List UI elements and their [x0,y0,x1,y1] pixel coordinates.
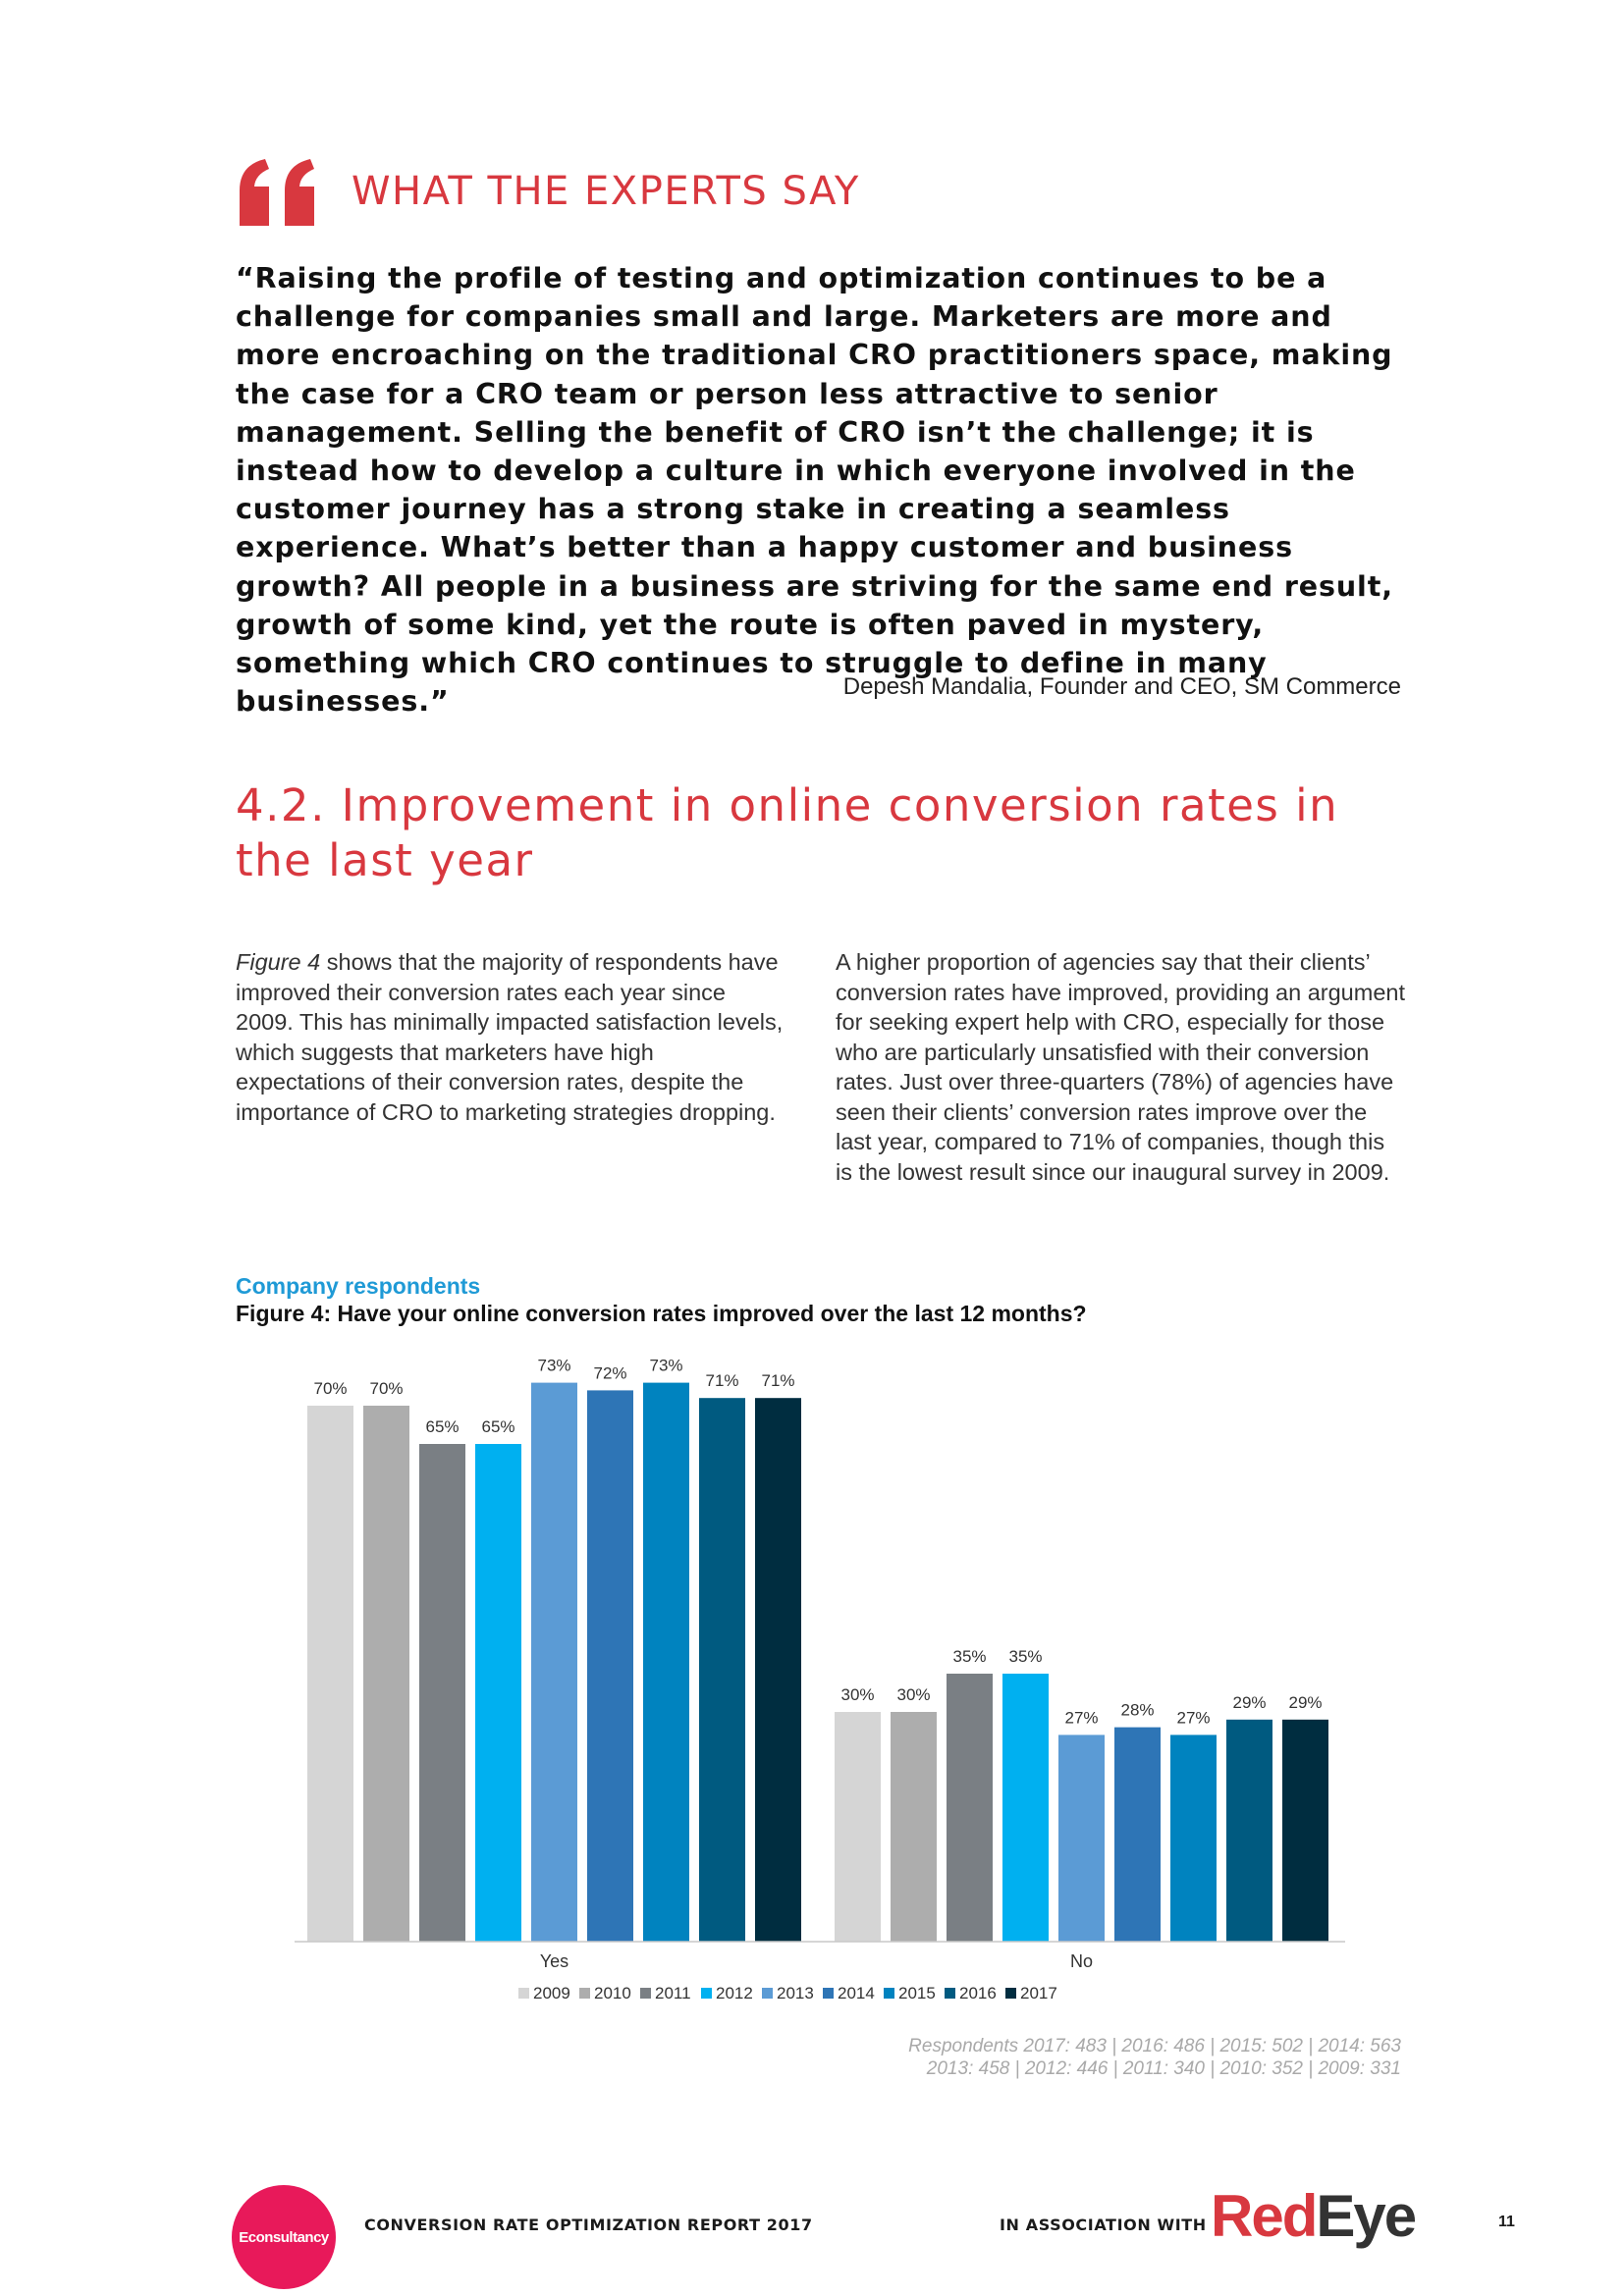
data-label-yes-2011: 65% [425,1417,460,1436]
econsultancy-logo [232,2185,336,2289]
figure-title: Figure 4: Have your online conversion rates improved over the last 12 months? [236,1301,1087,1326]
legend-label-2014: 2014 [838,1984,875,2002]
legend-swatch-2012 [701,1988,712,1999]
bar-no-2015 [1170,1735,1217,1942]
brand-part-eye: Eye [1316,2183,1416,2249]
footer-report-title: CONVERSION RATE OPTIMIZATION REPORT 2017 [364,2216,813,2234]
legend-label-2010: 2010 [594,1984,631,2002]
footer-association-label: IN ASSOCIATION WITH [1000,2216,1207,2234]
category-label-yes: Yes [539,1951,569,1971]
data-label-no-2013: 27% [1064,1708,1099,1728]
logo-text: Econsultancy [239,2228,329,2246]
legend-label-2009: 2009 [533,1984,570,2002]
bar-yes-2017 [755,1398,801,1942]
bar-no-2016 [1226,1720,1272,1942]
legend-label-2012: 2012 [716,1984,753,2002]
data-label-no-2010: 30% [896,1685,931,1704]
data-label-no-2015: 27% [1176,1708,1211,1728]
data-label-yes-2010: 70% [369,1379,404,1398]
legend-swatch-2017 [1005,1988,1016,1999]
legend-label-2013: 2013 [777,1984,814,2002]
body-column-left [236,947,785,1127]
respondents-line-1: Respondents 2017: 483 | 2016: 486 | 2015: 502 | 2014: 563 [908,2036,1401,2056]
section-heading: 4.2. Improvement in online conversion rates in the last year [236,779,1339,886]
figure-kicker: Company respondents [236,1273,481,1299]
data-label-no-2009: 30% [840,1685,875,1704]
quote-mark-icon [236,157,324,226]
category-label-no: No [1069,1951,1094,1971]
bar-yes-2016 [699,1398,745,1942]
quote-attribution: Depesh Mandalia, Founder and CEO, SM Commerce [842,673,1401,700]
legend-swatch-2014 [823,1988,834,1999]
data-label-yes-2015: 73% [649,1356,683,1375]
respondents-line-2: 2013: 458 | 2012: 446 | 2011: 340 | 2010: 352 | 2009: 331 [926,2058,1401,2079]
bar-no-2014 [1114,1728,1161,1942]
bar-yes-2014 [587,1390,633,1942]
legend-swatch-2016 [945,1988,955,1999]
redeye-logo [1211,2183,1416,2249]
data-label-yes-2009: 70% [313,1379,348,1398]
data-label-yes-2012: 65% [481,1417,515,1436]
legend-swatch-2009 [518,1988,529,1999]
data-label-no-2011: 35% [952,1647,987,1666]
data-label-yes-2017: 71% [761,1371,795,1391]
legend-label-2011: 2011 [655,1984,691,2002]
data-label-no-2012: 35% [1008,1647,1043,1666]
bar-yes-2009 [307,1406,353,1942]
legend-swatch-2010 [579,1988,590,1999]
bar-no-2009 [835,1712,881,1942]
data-label-yes-2014: 72% [593,1363,627,1383]
bar-no-2011 [947,1674,993,1942]
bar-yes-2015 [643,1383,689,1942]
bar-no-2010 [891,1712,937,1942]
bar-no-2017 [1282,1720,1328,1942]
data-label-no-2016: 29% [1232,1692,1267,1712]
data-label-no-2014: 28% [1120,1700,1155,1720]
expert-quote: “Raising the profile of testing and optimization continues to be a challenge for companies small and large. Marketers are more and more encroaching on the traditional CRO practitioners space, making the case for a CRO team or person less attractive to senior management. Selling the benefit of CRO isn’t the challenge; it is instead how to develop a culture in which everyone involved in the customer journey has a strong stake in creating a seamless experience. What’s better than a happy customer and business growth? All people in a business are striving for the same end result, growth of some kind, yet the route is often paved in mystery, something which CRO continues to struggle to define in many businesses.” [236,262,1393,719]
legend-label-2017: 2017 [1020,1984,1057,2002]
legend-label-2015: 2015 [898,1984,936,2002]
figure-reference: Figure 4 [236,949,321,975]
brand-part-red: Red [1211,2183,1317,2249]
bar-yes-2013 [531,1383,577,1942]
body-text-left: shows that the majority of respondents have improved their conversion rates each year since 2009. This has minimally impacted satisfaction levels, which suggests that marketers have high expectations of their conversion rates, despite the importance of CRO to marketing strategies dropping. [236,949,784,1125]
quote-header [236,157,860,226]
bar-yes-2010 [363,1406,409,1942]
data-label-yes-2013: 73% [537,1356,571,1375]
legend-swatch-2015 [884,1988,894,1999]
bar-yes-2012 [475,1444,521,1942]
data-label-yes-2016: 71% [705,1371,739,1391]
quote-section-title: WHAT THE EXPERTS SAY [352,169,860,214]
bar-no-2013 [1058,1735,1105,1942]
legend-label-2016: 2016 [959,1984,997,2002]
body-column-right: A higher proportion of agencies say that their clients’ conversion rates have improved, providing an argument for seeking expert help with CRO, especially for those who are particularly unsatisfied with their conversion rates. Just over three-quarters (78%) of agencies have seen their clients’ conversion rates improve over the last year, compared to 71% of companies, though this is the lowest result since our inaugural survey in 2009. [836,949,1405,1185]
bar-yes-2011 [419,1444,465,1942]
legend-swatch-2013 [762,1988,773,1999]
data-label-no-2017: 29% [1288,1692,1323,1712]
bar-no-2012 [1002,1674,1049,1942]
page-number: 11 [1498,2214,1515,2230]
respondents-note [908,2035,1401,2080]
legend-swatch-2011 [640,1988,651,1999]
